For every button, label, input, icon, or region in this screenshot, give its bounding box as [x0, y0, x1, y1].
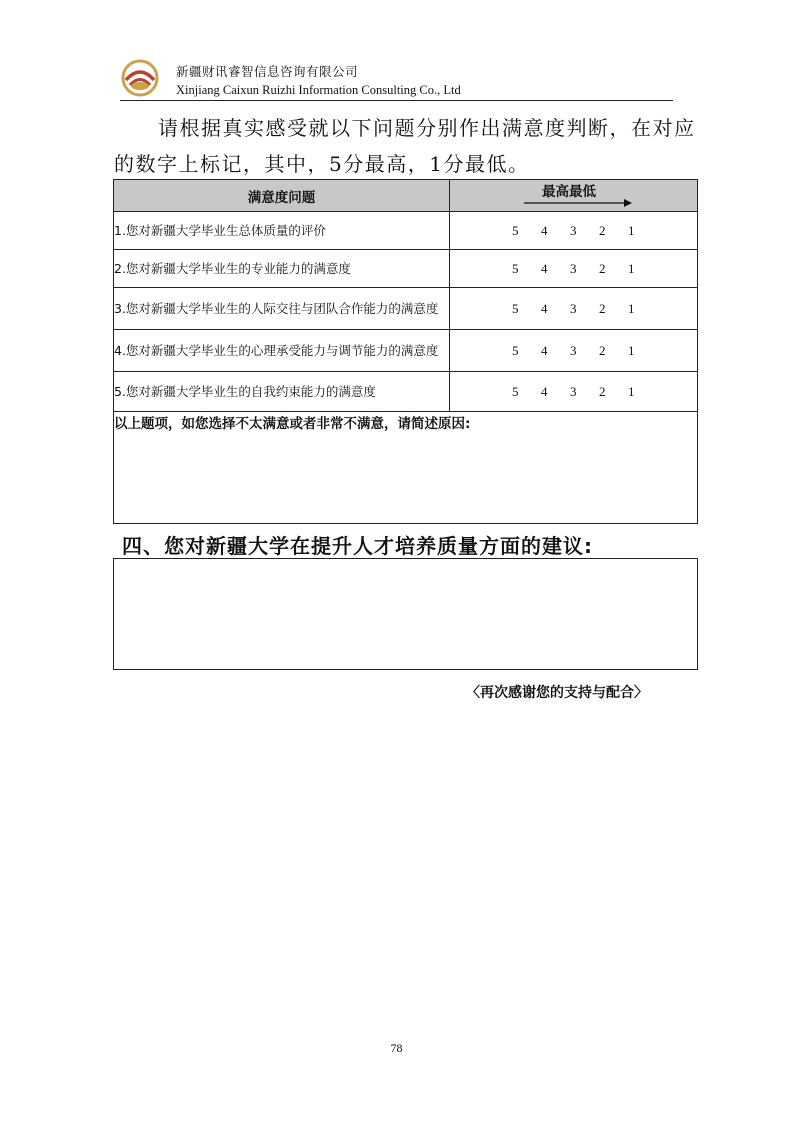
- score-option-3[interactable]: 3: [570, 300, 577, 316]
- table-row: [114, 288, 698, 330]
- score-option-2[interactable]: 2: [599, 222, 606, 238]
- score-option-2[interactable]: 2: [599, 383, 606, 399]
- score-option-5[interactable]: 5: [512, 342, 519, 358]
- score-option-5[interactable]: 5: [512, 260, 519, 276]
- page-number: 78: [390, 1041, 403, 1055]
- reason-box[interactable]: [114, 412, 698, 524]
- instructions-text: 请根据真实感受就以下问题分别作出满意度判断，在对应的数字上标记，其中，5分最高，1分最低。: [114, 116, 696, 176]
- score-option-2[interactable]: 2: [599, 260, 606, 276]
- score-option-2[interactable]: 2: [599, 300, 606, 316]
- reason-prompt: 以上题项，如您选择不太满意或者非常不满意，请简述原因:: [114, 416, 471, 432]
- suggestion-box[interactable]: [113, 558, 698, 670]
- score-option-3[interactable]: 3: [570, 222, 577, 238]
- score-cell: [450, 330, 698, 372]
- question-cell: 4.您对新疆大学毕业生的心理承受能力与调节能力的满意度: [114, 330, 450, 372]
- company-name-cn: 新疆财讯睿智信息咨询有限公司: [176, 64, 359, 79]
- score-option-1[interactable]: 1: [628, 260, 635, 276]
- score-option-1[interactable]: 1: [628, 222, 635, 238]
- reason-row: [114, 412, 698, 524]
- score-option-4[interactable]: 4: [541, 222, 548, 238]
- score-option-4[interactable]: 4: [541, 383, 548, 399]
- score-cell: [450, 288, 698, 330]
- score-cell: [450, 212, 698, 250]
- table-row: [114, 330, 698, 372]
- score-option-1[interactable]: 1: [628, 300, 635, 316]
- satisfaction-table: [113, 179, 698, 524]
- company-name-en: Xinjiang Caixun Ruizhi Information Consulting Co., Ltd: [176, 83, 461, 97]
- table-header-row: [114, 180, 698, 212]
- score-option-1[interactable]: 1: [628, 383, 635, 399]
- score-option-5[interactable]: 5: [512, 300, 519, 316]
- table-row: [114, 372, 698, 412]
- question-cell: 1.您对新疆大学毕业生总体质量的评价: [114, 212, 450, 250]
- scale-column-header: [450, 180, 698, 212]
- score-option-3[interactable]: 3: [570, 342, 577, 358]
- question-cell: 5.您对新疆大学毕业生的自我约束能力的满意度: [114, 372, 450, 412]
- score-option-3[interactable]: 3: [570, 260, 577, 276]
- scale-label: 最高最低: [542, 184, 596, 200]
- table-row: [114, 250, 698, 288]
- table-row: [114, 212, 698, 250]
- score-option-1[interactable]: 1: [628, 342, 635, 358]
- section-4-title: 四、您对新疆大学在提升人才培养质量方面的建议:: [122, 534, 593, 558]
- company-logo-icon: [120, 58, 160, 98]
- score-option-4[interactable]: 4: [541, 342, 548, 358]
- score-cell: [450, 372, 698, 412]
- question-column-header: 满意度问题: [114, 180, 450, 212]
- score-option-3[interactable]: 3: [570, 383, 577, 399]
- header-divider: [120, 100, 673, 101]
- score-option-5[interactable]: 5: [512, 383, 519, 399]
- score-option-4[interactable]: 4: [541, 300, 548, 316]
- arrow-right-icon: [524, 198, 632, 208]
- score-option-4[interactable]: 4: [541, 260, 548, 276]
- question-cell: 3.您对新疆大学毕业生的人际交往与团队合作能力的满意度: [114, 288, 450, 330]
- score-cell: [450, 250, 698, 288]
- score-option-2[interactable]: 2: [599, 342, 606, 358]
- thanks-note: 〈再次感谢您的支持与配合〉: [466, 685, 648, 701]
- instructions: [114, 110, 700, 182]
- score-option-5[interactable]: 5: [512, 222, 519, 238]
- question-cell: 2.您对新疆大学毕业生的专业能力的满意度: [114, 250, 450, 288]
